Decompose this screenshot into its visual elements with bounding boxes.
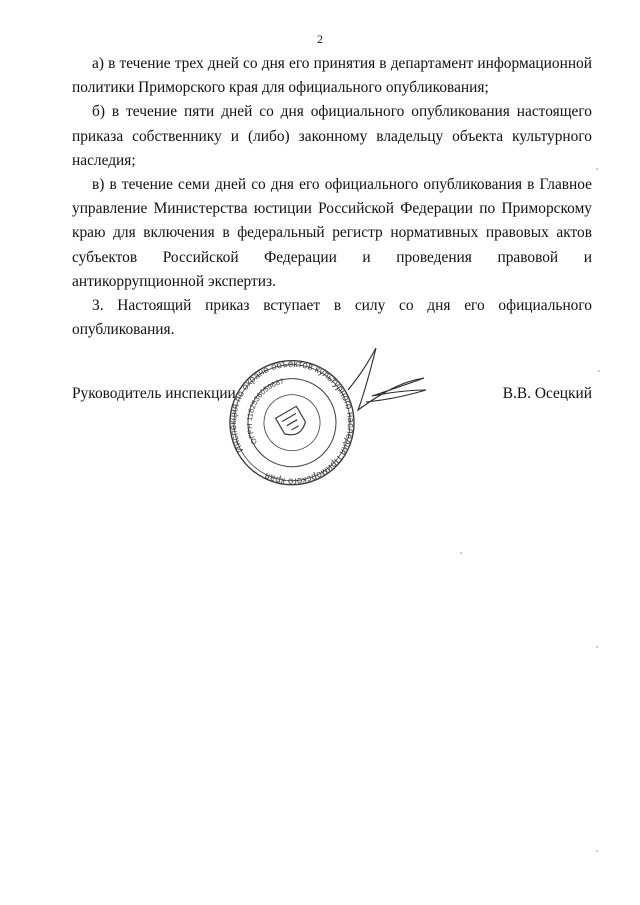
seal-stamp — [204, 335, 379, 510]
seal-outer-text: Инспекция по охране объектов культурного наследия Приморского края — [227, 358, 357, 487]
scan-speck — [460, 552, 462, 554]
paragraph-b: б) в течение пяти дней со дня официального опубликования настоящего приказа собственнику и (либо) законному владельцу объекта культурного наследия; — [72, 103, 592, 169]
handwritten-signature — [348, 348, 426, 410]
page-number: 2 — [317, 32, 323, 46]
signatory-role: Руководитель инспекции — [72, 385, 236, 402]
scan-speck — [598, 370, 600, 372]
paragraph-v: в) в течение семи дней со дня его официального опубликования в Главное управление Министерства юстиции Российской Федерации по Приморскому краю для включения в федеральный регистр нормативных правовых актов субъектов Российской Федерации и проведения правовой и антикоррупционной экспертиз. — [72, 176, 592, 290]
scan-speck — [596, 168, 598, 170]
paragraph-3: 3. Настоящий приказ вступает в силу со дня его официального опубликования. — [72, 297, 592, 339]
document-body — [72, 52, 592, 342]
seal-inner-text: ОГРН 1162536059687 — [244, 376, 285, 446]
scan-speck — [596, 850, 598, 852]
official-seal — [227, 342, 430, 487]
paragraph-a: а) в течение трех дней со дня его принятия в департамент информационной политики Приморского края для официального опубликования; — [72, 55, 592, 97]
scan-speck — [596, 646, 598, 648]
signatory-name: В.В. Осецкий — [502, 385, 592, 402]
coat-of-arms-icon — [276, 406, 309, 439]
